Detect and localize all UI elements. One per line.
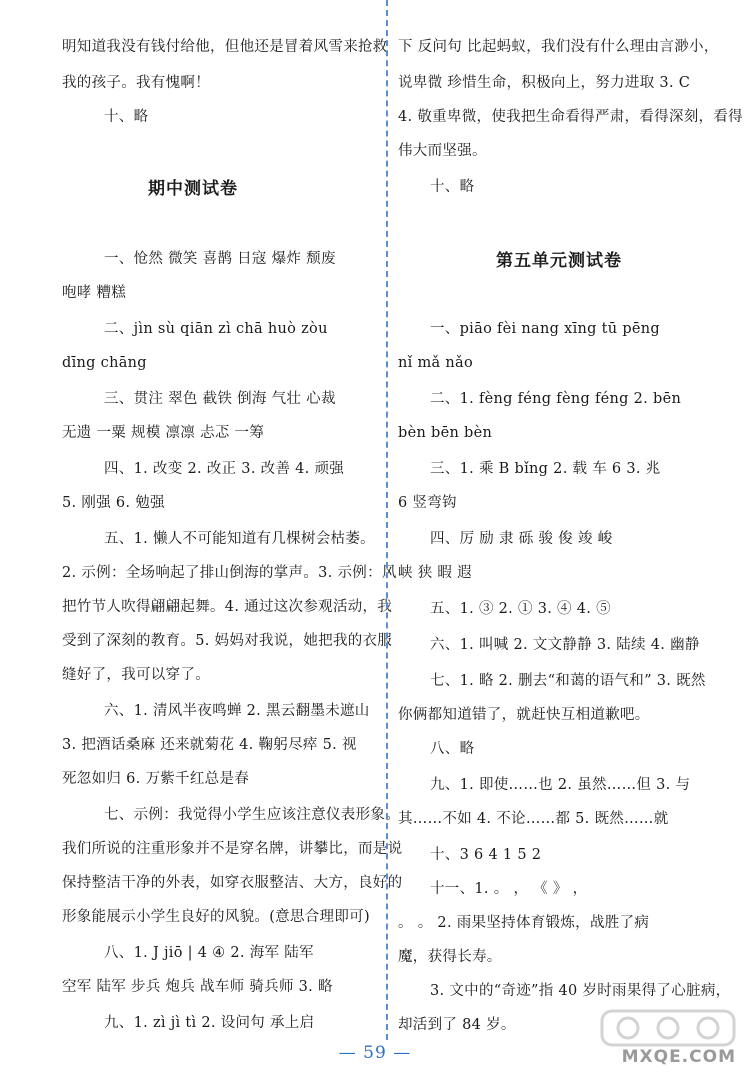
text-line: 六、1. 叫喊 2. 文文静静 3. 陆续 4. 幽静 — [430, 637, 700, 653]
text-line: 下 反问句 比起蚂蚁，我们没有什么理由言渺小， — [398, 39, 719, 55]
text-line: 说卑微 珍惜生命，积极向上，努力进取 3. C — [398, 75, 691, 91]
page-number-text: — 59 — — [338, 1043, 412, 1063]
text-line: 5. 刚强 6. 勉强 — [62, 495, 165, 511]
watermark-text: MXQE.COM — [621, 1047, 736, 1067]
text-line: 九、1. 即使……也 2. 虽然……但 3. 与 — [430, 777, 691, 793]
text-line: 缝好了，我可以穿了。 — [62, 667, 210, 683]
text-line: 形象能展示小学生良好的风貌。(意思合理即可) — [62, 909, 370, 925]
text-line: 3. 把酒话桑麻 还来就菊花 4. 鞠躬尽瘁 5. 视 — [62, 737, 357, 753]
text-line: 十、3 6 4 1 5 2 — [430, 847, 542, 863]
text-line: 八、略 — [430, 741, 475, 757]
text-line: 四、厉 励 隶 砾 骏 俊 竣 峻 — [430, 531, 613, 547]
text-line: 4. 敬重卑微，使我把生命看得严肃，看得深刻，看得 — [398, 109, 743, 125]
text-line: 其……不如 4. 不论……都 5. 既然……就 — [398, 811, 669, 827]
text-line: 六、1. 清风半夜鸣蝉 2. 黑云翻墨未遮山 — [104, 703, 370, 719]
text-line: 伟大而坚强。 — [398, 143, 487, 159]
text-line: 九、1. zì jì tì 2. 设问句 承上启 — [104, 1015, 315, 1031]
text-line: 二、1. fèng féng fèng féng 2. bēn — [430, 391, 682, 407]
text-line: 八、1. J jiō | 4 ④ 2. 海军 陆军 — [104, 945, 314, 961]
text-line: 十、略 — [104, 109, 149, 125]
text-line: 我们所说的注重形象并不是穿名牌，讲攀比，而是说 — [62, 841, 403, 857]
text-line: 你俩都知道错了，就赶快互相道歉吧。 — [398, 707, 650, 723]
text-line: 我的孩子。我有愧啊！ — [62, 75, 210, 91]
text-line: 五、1. ③ 2. ① 3. ④ 4. ⑤ — [430, 601, 611, 617]
text-line: 无遗 一粟 规模 凛凛 忐忑 一筹 — [62, 425, 265, 441]
text-line: bèn bēn bèn — [398, 425, 493, 441]
text-line: 受到了深刻的教育。5. 妈妈对我说，她把我的衣服 — [62, 633, 393, 649]
text-line: 十一、1. 。 ， 《 》 ， — [430, 881, 588, 897]
text-line: 七、示例：我觉得小学生应该注意仪表形象。 — [104, 807, 400, 823]
text-line: 空军 陆军 步兵 炮兵 战车师 骑兵师 3. 略 — [62, 979, 333, 995]
text-line: 保持整洁干净的外表，如穿衣服整洁、大方，良好的 — [62, 875, 403, 891]
section-heading-midterm: 期中测试卷 — [148, 179, 238, 199]
column-divider — [386, 0, 388, 1040]
text-line: 魔，获得长寿。 — [398, 949, 502, 965]
text-line: 四、1. 改变 2. 改正 3. 改善 4. 顽强 — [104, 461, 345, 477]
text-line: 五、1. 懒人不可能知道有几棵树会枯萎。 — [104, 531, 375, 547]
text-line: 6 竖弯钩 — [398, 495, 457, 511]
text-line: 一、piāo fèi nang xīng tū pēng — [430, 321, 661, 337]
text-line: 十、略 — [430, 179, 475, 195]
text-line: 明知道我没有钱付给他，但他还是冒着风雪来抢救 — [62, 39, 388, 55]
text-line: 三、贯注 翠色 截铁 倒海 气壮 心裁 — [104, 391, 336, 407]
text-line: 死忽如归 6. 万紫千红总是春 — [62, 771, 250, 787]
text-line: 3. 文中的“奇迹”指 40 岁时雨果得了心脏病， — [430, 983, 731, 999]
text-line: 。 。 2. 雨果坚持体育锻炼，战胜了病 — [398, 915, 650, 931]
text-line: 二、jìn sù qiān zì chā huò zòu — [104, 321, 328, 337]
section-heading-unit5: 第五单元测试卷 — [496, 251, 622, 271]
text-line: 三、1. 乘 B bǐng 2. 载 车 6 3. 兆 — [430, 461, 661, 477]
text-line: 把竹节人吹得翩翩起舞。4. 通过这次参观活动，我 — [62, 599, 393, 615]
text-line: 一、怆然 微笑 喜鹊 日寇 爆炸 颓废 — [104, 251, 336, 267]
text-line: 却活到了 84 岁。 — [398, 1017, 516, 1033]
text-line: dīng chāng — [62, 355, 147, 371]
text-line: 七、1. 略 2. 删去“和蔼的语气和” 3. 既然 — [430, 673, 706, 689]
text-line: 2. 示例：全场响起了排山倒海的掌声。3. 示例：风 — [62, 565, 397, 581]
text-line: nǐ mǎ nǎo — [398, 355, 474, 371]
text-line: 峡 狭 暇 遐 — [398, 565, 472, 581]
text-line: 咆哮 糟糕 — [62, 285, 127, 301]
